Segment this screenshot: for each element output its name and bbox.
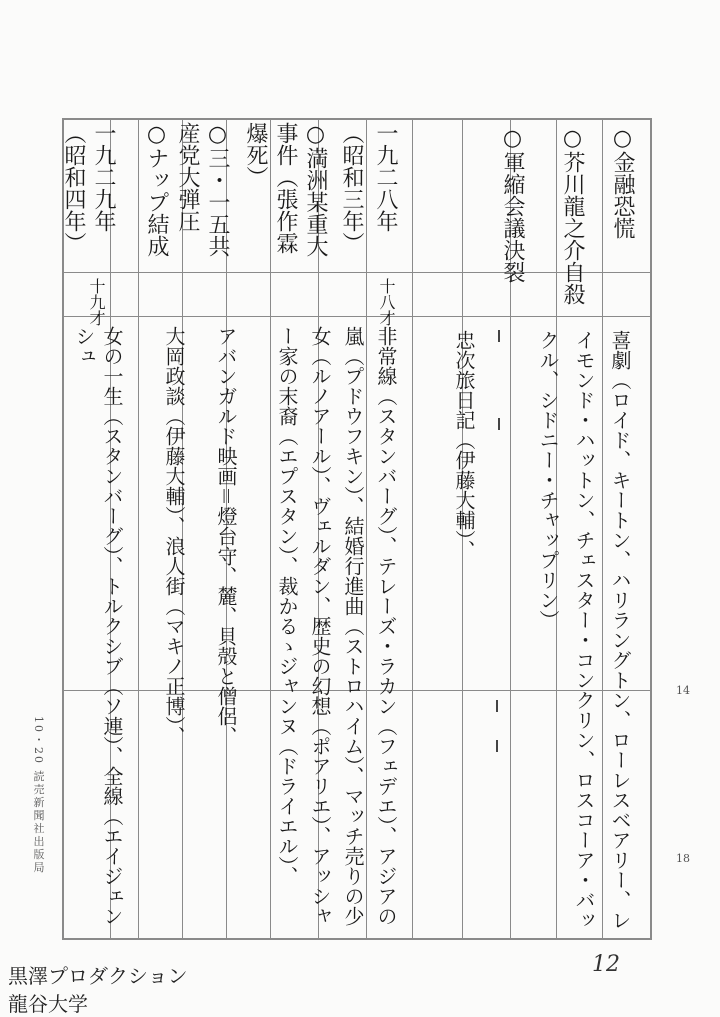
credit-line: 龍谷大学 [8, 992, 88, 1016]
grid-tick-mark [496, 740, 498, 752]
year-label: 一九二八年（昭和三年） [339, 122, 398, 254]
event-item: ○芥川龍之介自殺 [560, 126, 585, 305]
age-label: 十九才 [87, 278, 106, 326]
event-item: ○三・一五共産党大弾圧 [175, 122, 230, 257]
age-label: 十八才 [377, 278, 396, 326]
grid-row-line [62, 316, 652, 317]
grid-col-line [412, 118, 413, 940]
grid-tick-mark [498, 418, 500, 430]
grid-right-border [650, 118, 652, 940]
grid-tick-mark [498, 330, 500, 342]
edge-number: 18 [676, 852, 690, 865]
film-item: 喜劇（ロイド、キートン、ハリラングトン、ローレスベアリー、レイモンド・ハットン、チェスター・コンクリン、ロスコーア・バックル、シドニー・チャップリン） [536, 330, 632, 930]
grid-col-line [138, 118, 139, 940]
event-item: ○軍縮会議決裂 [500, 126, 525, 283]
publisher-imprint: 10・20 読売新聞社出版局 [32, 716, 45, 875]
grid-tick-mark [496, 700, 498, 712]
event-item: ○ナップ結成 [144, 122, 169, 257]
edge-number: 14 [676, 684, 690, 697]
film-item: 非常線（スタンバーグ）、テレーズ・ラカン（フェデエ）、アジアの嵐（プドウフキン）、結婚行進曲（ストロハイム）、マッチ売りの少女（ルノアール）、ヴェルダン、歴史の幻想（ポアリエ）、アッシャー家の末裔（エプスタン）、裁かるゝジャンヌ（ドライエル）、 [275, 326, 398, 926]
year-label: 一九二九年（昭和四年） [61, 122, 116, 254]
credit-line: 黒澤プロダクション [8, 964, 188, 988]
event-item: ○満洲某重大事件（張作霖爆死） [243, 122, 328, 257]
event-item: ○金融恐慌 [610, 126, 635, 239]
film-item: 忠次旅日記（伊藤大輔）、 [452, 330, 476, 560]
film-item: 女の一生（スタンバーグ）、トルクシブ（ソ連）、全線（エイジェンシュ [72, 326, 124, 926]
film-item: アバンガルド映画＝燈台守、麓、貝殻と僧侶、 [214, 326, 238, 746]
grid-top-border [62, 118, 652, 120]
grid-bottom-border [62, 938, 652, 940]
page-number: 12 [592, 952, 620, 977]
film-item: 大岡政談（伊藤大輔）、浪人街（マキノ正博）、 [162, 326, 186, 746]
